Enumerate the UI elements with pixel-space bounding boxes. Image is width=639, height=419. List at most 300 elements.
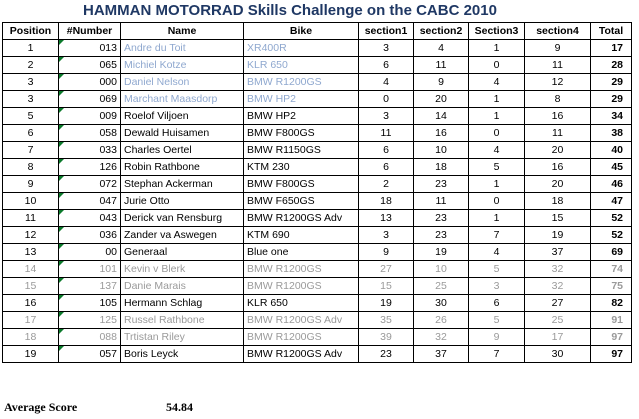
cell-position-text: 19 (24, 348, 37, 360)
table-row (3, 193, 632, 210)
cell-section4[interactable] (525, 193, 591, 210)
cell-name-text: Russel Rathbone (124, 314, 205, 326)
cell-number-text: 000 (99, 76, 117, 88)
cell-section1[interactable] (359, 244, 414, 261)
cell-section4[interactable] (525, 312, 591, 329)
cell-name[interactable] (121, 159, 244, 176)
cell-section3[interactable] (469, 142, 525, 159)
cell-total-text: 47 (611, 195, 623, 207)
cell-bike[interactable] (244, 193, 359, 210)
cell-comment-marker-icon (59, 74, 64, 79)
cell-section3[interactable] (469, 74, 525, 91)
cell-comment-marker-icon (59, 159, 64, 164)
cell-section4[interactable] (525, 74, 591, 91)
cell-section1-text: 9 (383, 246, 389, 258)
cell-section2[interactable] (414, 142, 469, 159)
cell-section1[interactable] (359, 108, 414, 125)
cell-number[interactable] (59, 244, 121, 261)
cell-section4-text: 12 (551, 76, 564, 88)
cell-total-text: 52 (611, 212, 623, 224)
cell-section4[interactable] (525, 295, 591, 312)
cell-section2-text: 30 (435, 297, 447, 309)
cell-bike[interactable] (244, 142, 359, 159)
cell-number-text: 105 (99, 297, 117, 309)
cell-section1[interactable] (359, 346, 414, 363)
cell-number-text: 036 (99, 229, 117, 241)
cell-section1[interactable] (359, 210, 414, 227)
cell-section4-text: 37 (551, 246, 564, 258)
cell-number-text: 033 (99, 144, 117, 156)
header-section2[interactable]: section2 (414, 23, 469, 40)
cell-name[interactable] (121, 91, 244, 108)
cell-name[interactable] (121, 108, 244, 125)
cell-position-text: 6 (27, 127, 34, 139)
cell-section2-text: 16 (435, 127, 447, 139)
cell-section1[interactable] (359, 312, 414, 329)
cell-bike-text: KLR 650 (247, 59, 288, 71)
cell-position[interactable] (3, 74, 59, 91)
cell-total-text: 45 (611, 161, 623, 173)
cell-total[interactable] (591, 142, 632, 159)
average-score-value: 54.84 (166, 400, 193, 414)
cell-section4[interactable] (525, 125, 591, 142)
cell-section4-text: 27 (551, 297, 564, 309)
cell-section1-text: 0 (383, 93, 389, 105)
cell-section4-text: 20 (551, 144, 564, 156)
cell-total[interactable] (591, 346, 632, 363)
cell-section4-text: 18 (551, 195, 564, 207)
cell-bike[interactable] (244, 295, 359, 312)
cell-name-text: Zander va Aswegen (124, 229, 217, 241)
cell-total-text: 74 (611, 263, 623, 275)
cell-bike[interactable] (244, 176, 359, 193)
cell-position[interactable] (3, 244, 59, 261)
cell-bike-text: BMW R1200GS (247, 76, 322, 88)
cell-section4[interactable] (525, 142, 591, 159)
cell-position-text: 11 (25, 212, 36, 224)
cell-section2[interactable] (414, 40, 469, 57)
header-section1[interactable]: section1 (359, 23, 414, 40)
cell-bike-text: BMW F800GS (247, 127, 315, 139)
cell-section3-text: 7 (493, 348, 500, 360)
header-section3[interactable]: Section3 (469, 23, 525, 40)
cell-section2-text: 18 (435, 161, 447, 173)
cell-bike[interactable] (244, 227, 359, 244)
cell-position[interactable] (3, 57, 59, 74)
cell-section2[interactable] (414, 278, 469, 295)
cell-section3[interactable] (469, 244, 525, 261)
cell-section3[interactable] (469, 108, 525, 125)
cell-total[interactable] (591, 312, 632, 329)
cell-position[interactable] (3, 227, 59, 244)
cell-section2-text: 11 (435, 195, 447, 207)
cell-number[interactable] (59, 193, 121, 210)
cell-name[interactable] (121, 227, 244, 244)
cell-section2[interactable] (414, 193, 469, 210)
cell-section1-text: 6 (383, 144, 389, 156)
cell-position-text: 17 (24, 314, 37, 326)
cell-section2[interactable] (414, 57, 469, 74)
cell-section4-text: 30 (551, 348, 564, 360)
cell-bike-text: BMW R1200GS (247, 331, 322, 343)
cell-section1[interactable] (359, 159, 414, 176)
cell-name[interactable] (121, 278, 244, 295)
cell-bike[interactable] (244, 91, 359, 108)
cell-section2[interactable] (414, 227, 469, 244)
cell-section2-text: 14 (435, 110, 447, 122)
cell-section3[interactable] (469, 91, 525, 108)
cell-section4[interactable] (525, 278, 591, 295)
cell-bike[interactable] (244, 210, 359, 227)
cell-section1-text: 3 (383, 42, 389, 54)
cell-section2[interactable] (414, 176, 469, 193)
cell-section4[interactable] (525, 329, 591, 346)
cell-number[interactable] (59, 74, 121, 91)
cell-number-text: 088 (99, 331, 117, 343)
cell-position-text: 5 (27, 110, 34, 122)
cell-section4[interactable] (525, 210, 591, 227)
cell-section4[interactable] (525, 176, 591, 193)
cell-total[interactable] (591, 176, 632, 193)
cell-bike[interactable] (244, 74, 359, 91)
cell-section3-text: 5 (493, 161, 500, 173)
cell-section2-text: 4 (438, 42, 444, 54)
cell-total-text: 52 (611, 229, 623, 241)
cell-section1[interactable] (359, 295, 414, 312)
cell-position[interactable] (3, 346, 59, 363)
cell-section2[interactable] (414, 210, 469, 227)
cell-section2-text: 10 (435, 144, 447, 156)
cell-section1[interactable] (359, 125, 414, 142)
header-position[interactable]: Position (3, 23, 59, 40)
cell-section2[interactable] (414, 125, 469, 142)
cell-number[interactable] (59, 125, 121, 142)
cell-total[interactable] (591, 57, 632, 74)
cell-total[interactable] (591, 244, 632, 261)
table-row (3, 278, 632, 295)
cell-bike[interactable] (244, 57, 359, 74)
cell-section1[interactable] (359, 193, 414, 210)
cell-position[interactable] (3, 108, 59, 125)
cell-position[interactable] (3, 159, 59, 176)
table-row (3, 74, 632, 91)
cell-section3[interactable] (469, 193, 525, 210)
cell-name[interactable] (121, 346, 244, 363)
cell-number-text: 043 (99, 212, 117, 224)
cell-section1[interactable] (359, 40, 414, 57)
cell-section4[interactable] (525, 40, 591, 57)
cell-number[interactable] (59, 329, 121, 346)
cell-section4-text: 32 (551, 280, 564, 292)
cell-section4-text: 9 (554, 42, 561, 54)
table-row (3, 329, 632, 346)
table-row (3, 227, 632, 244)
cell-number[interactable] (59, 142, 121, 159)
cell-number-text: 058 (99, 127, 117, 139)
cell-number[interactable] (59, 227, 121, 244)
table-row (3, 125, 632, 142)
cell-number[interactable] (59, 91, 121, 108)
cell-name[interactable] (121, 329, 244, 346)
cell-bike[interactable] (244, 159, 359, 176)
table-row (3, 261, 632, 278)
cell-bike[interactable] (244, 244, 359, 261)
cell-bike-text: BMW R1200GS (247, 263, 322, 275)
cell-number[interactable] (59, 159, 121, 176)
cell-section1[interactable] (359, 74, 414, 91)
cell-position[interactable] (3, 278, 59, 295)
cell-position-text: 7 (27, 144, 34, 156)
cell-bike-text: KTM 690 (247, 229, 290, 241)
cell-number[interactable] (59, 312, 121, 329)
cell-section3-text: 1 (493, 212, 500, 224)
cell-section4-text: 8 (554, 93, 561, 105)
cell-number-text: 125 (99, 314, 117, 326)
cell-bike-text: KTM 230 (247, 161, 290, 173)
cell-bike[interactable] (244, 329, 359, 346)
cell-comment-marker-icon (59, 193, 64, 198)
cell-total[interactable] (591, 108, 632, 125)
cell-section2-text: 32 (435, 331, 447, 343)
cell-total-text: 34 (611, 110, 623, 122)
cell-position[interactable] (3, 125, 59, 142)
cell-bike-text: BMW R1200GS Adv (247, 314, 343, 326)
cell-section2[interactable] (414, 108, 469, 125)
table-row (3, 244, 632, 261)
header-bike[interactable]: Bike (244, 23, 359, 40)
cell-number-text: 101 (99, 263, 117, 275)
cell-name-text: Marchant Maasdorp (124, 93, 218, 105)
cell-section3-text: 5 (493, 314, 500, 326)
cell-total-text: 46 (611, 178, 623, 190)
cell-section3[interactable] (469, 346, 525, 363)
cell-name-text: Roelof Viljoen (124, 110, 189, 122)
cell-position[interactable] (3, 176, 59, 193)
cell-bike-text: BMW R1200GS (247, 280, 322, 292)
cell-bike[interactable] (244, 125, 359, 142)
cell-section4[interactable] (525, 108, 591, 125)
cell-bike-text: BMW F800GS (247, 178, 315, 190)
cell-section1-text: 2 (383, 178, 389, 190)
cell-name[interactable] (121, 74, 244, 91)
cell-name[interactable] (121, 176, 244, 193)
cell-comment-marker-icon (59, 176, 64, 181)
cell-section1[interactable] (359, 91, 414, 108)
cell-name[interactable] (121, 142, 244, 159)
cell-section1[interactable] (359, 278, 414, 295)
cell-number[interactable] (59, 108, 121, 125)
cell-bike[interactable] (244, 312, 359, 329)
cell-section4[interactable] (525, 57, 591, 74)
cell-name[interactable] (121, 210, 244, 227)
cell-section3[interactable] (469, 261, 525, 278)
cell-bike-text: BMW F650GS (247, 195, 315, 207)
cell-number[interactable] (59, 40, 121, 57)
cell-name[interactable] (121, 295, 244, 312)
table-row (3, 159, 632, 176)
cell-number-text: 00 (105, 246, 117, 258)
cell-section3-text: 3 (493, 280, 500, 292)
cell-bike[interactable] (244, 40, 359, 57)
cell-section4-text: 11 (552, 127, 563, 139)
cell-position[interactable] (3, 210, 59, 227)
cell-comment-marker-icon (59, 210, 64, 215)
cell-comment-marker-icon (59, 142, 64, 147)
cell-section4[interactable] (525, 346, 591, 363)
cell-bike-text: BMW HP2 (247, 93, 297, 105)
cell-total[interactable] (591, 91, 632, 108)
cell-section1[interactable] (359, 176, 414, 193)
table-row (3, 346, 632, 363)
cell-total[interactable] (591, 40, 632, 57)
cell-section4-text: 25 (551, 314, 564, 326)
cell-section2-text: 20 (435, 93, 447, 105)
cell-section1[interactable] (359, 57, 414, 74)
cell-total[interactable] (591, 74, 632, 91)
cell-position[interactable] (3, 261, 59, 278)
header-name[interactable]: Name (121, 23, 244, 40)
cell-section1-text: 4 (383, 76, 389, 88)
cell-total[interactable] (591, 278, 632, 295)
cell-section2[interactable] (414, 91, 469, 108)
cell-section3[interactable] (469, 329, 525, 346)
cell-section1[interactable] (359, 261, 414, 278)
cell-number[interactable] (59, 278, 121, 295)
table-row (3, 312, 632, 329)
cell-section4[interactable] (525, 244, 591, 261)
cell-section1-text: 3 (383, 110, 389, 122)
cell-section3-text: 5 (493, 263, 500, 275)
cell-number-text: 065 (99, 59, 117, 71)
cell-section1-text: 6 (383, 161, 389, 173)
cell-section2[interactable] (414, 312, 469, 329)
cell-section3[interactable] (469, 312, 525, 329)
cell-section4[interactable] (525, 261, 591, 278)
cell-section3[interactable] (469, 227, 525, 244)
cell-name[interactable] (121, 244, 244, 261)
cell-total[interactable] (591, 159, 632, 176)
cell-number[interactable] (59, 261, 121, 278)
cell-name[interactable] (121, 125, 244, 142)
cell-section3[interactable] (469, 210, 525, 227)
header-total[interactable]: Total (591, 23, 632, 40)
header-number[interactable]: #Number (59, 23, 121, 40)
cell-section1-text: 3 (383, 229, 389, 241)
cell-name-text: Robin Rathbone (124, 161, 200, 173)
cell-position[interactable] (3, 91, 59, 108)
cell-name[interactable] (121, 261, 244, 278)
cell-section2[interactable] (414, 244, 469, 261)
cell-name-text: Charles Oertel (124, 144, 192, 156)
cell-section1[interactable] (359, 329, 414, 346)
cell-section3[interactable] (469, 125, 525, 142)
table-row (3, 142, 632, 159)
table-row (3, 57, 632, 74)
cell-section3-text: 6 (493, 297, 500, 309)
cell-total[interactable] (591, 227, 632, 244)
header-section4[interactable]: section4 (525, 23, 591, 40)
cell-section4[interactable] (525, 91, 591, 108)
cell-number-text: 013 (99, 42, 117, 54)
cell-total-text: 82 (611, 297, 623, 309)
cell-name[interactable] (121, 57, 244, 74)
cell-section1-text: 13 (380, 212, 392, 224)
cell-section2[interactable] (414, 329, 469, 346)
cell-number-text: 069 (99, 93, 117, 105)
cell-bike-text: KLR 650 (247, 297, 288, 309)
cell-name[interactable] (121, 40, 244, 57)
cell-section2[interactable] (414, 261, 469, 278)
cell-position-text: 3 (27, 93, 34, 105)
cell-bike[interactable] (244, 278, 359, 295)
cell-section4-text: 17 (551, 331, 564, 343)
cell-section3[interactable] (469, 278, 525, 295)
cell-name-text: Jurie Otto (124, 195, 170, 207)
cell-position[interactable] (3, 142, 59, 159)
cell-number-text: 126 (99, 161, 117, 173)
cell-number[interactable] (59, 295, 121, 312)
cell-position-text: 15 (24, 280, 37, 292)
cell-section4[interactable] (525, 159, 591, 176)
cell-position[interactable] (3, 295, 59, 312)
cell-bike-text: Blue one (247, 246, 289, 258)
cell-total[interactable] (591, 125, 632, 142)
cell-position[interactable] (3, 329, 59, 346)
cell-section3[interactable] (469, 40, 525, 57)
cell-section3[interactable] (469, 295, 525, 312)
cell-total[interactable] (591, 210, 632, 227)
header-row (3, 23, 632, 40)
cell-total-text: 17 (611, 42, 623, 54)
cell-section3-text: 9 (493, 331, 500, 343)
cell-section1[interactable] (359, 142, 414, 159)
cell-section2[interactable] (414, 346, 469, 363)
cell-bike[interactable] (244, 261, 359, 278)
cell-number[interactable] (59, 57, 121, 74)
cell-section2[interactable] (414, 159, 469, 176)
cell-section2[interactable] (414, 74, 469, 91)
cell-total[interactable] (591, 295, 632, 312)
cell-position[interactable] (3, 40, 59, 57)
cell-section3[interactable] (469, 176, 525, 193)
cell-number[interactable] (59, 210, 121, 227)
cell-section3[interactable] (469, 57, 525, 74)
cell-section2[interactable] (414, 295, 469, 312)
cell-bike[interactable] (244, 108, 359, 125)
cell-bike-text: BMW R1200GS Adv (247, 348, 343, 360)
cell-total[interactable] (591, 261, 632, 278)
cell-section1[interactable] (359, 227, 414, 244)
cell-bike[interactable] (244, 346, 359, 363)
cell-position[interactable] (3, 312, 59, 329)
cell-total[interactable] (591, 193, 632, 210)
cell-number-text: 137 (99, 280, 117, 292)
cell-number[interactable] (59, 176, 121, 193)
cell-section3[interactable] (469, 159, 525, 176)
cell-comment-marker-icon (59, 40, 64, 45)
cell-comment-marker-icon (59, 108, 64, 113)
cell-name[interactable] (121, 312, 244, 329)
cell-total[interactable] (591, 329, 632, 346)
cell-position-text: 13 (24, 246, 37, 258)
cell-position-text: 16 (24, 297, 37, 309)
cell-position[interactable] (3, 193, 59, 210)
cell-section1-text: 39 (380, 331, 392, 343)
cell-name[interactable] (121, 193, 244, 210)
cell-section4[interactable] (525, 227, 591, 244)
cell-number[interactable] (59, 346, 121, 363)
cell-comment-marker-icon (59, 227, 64, 232)
